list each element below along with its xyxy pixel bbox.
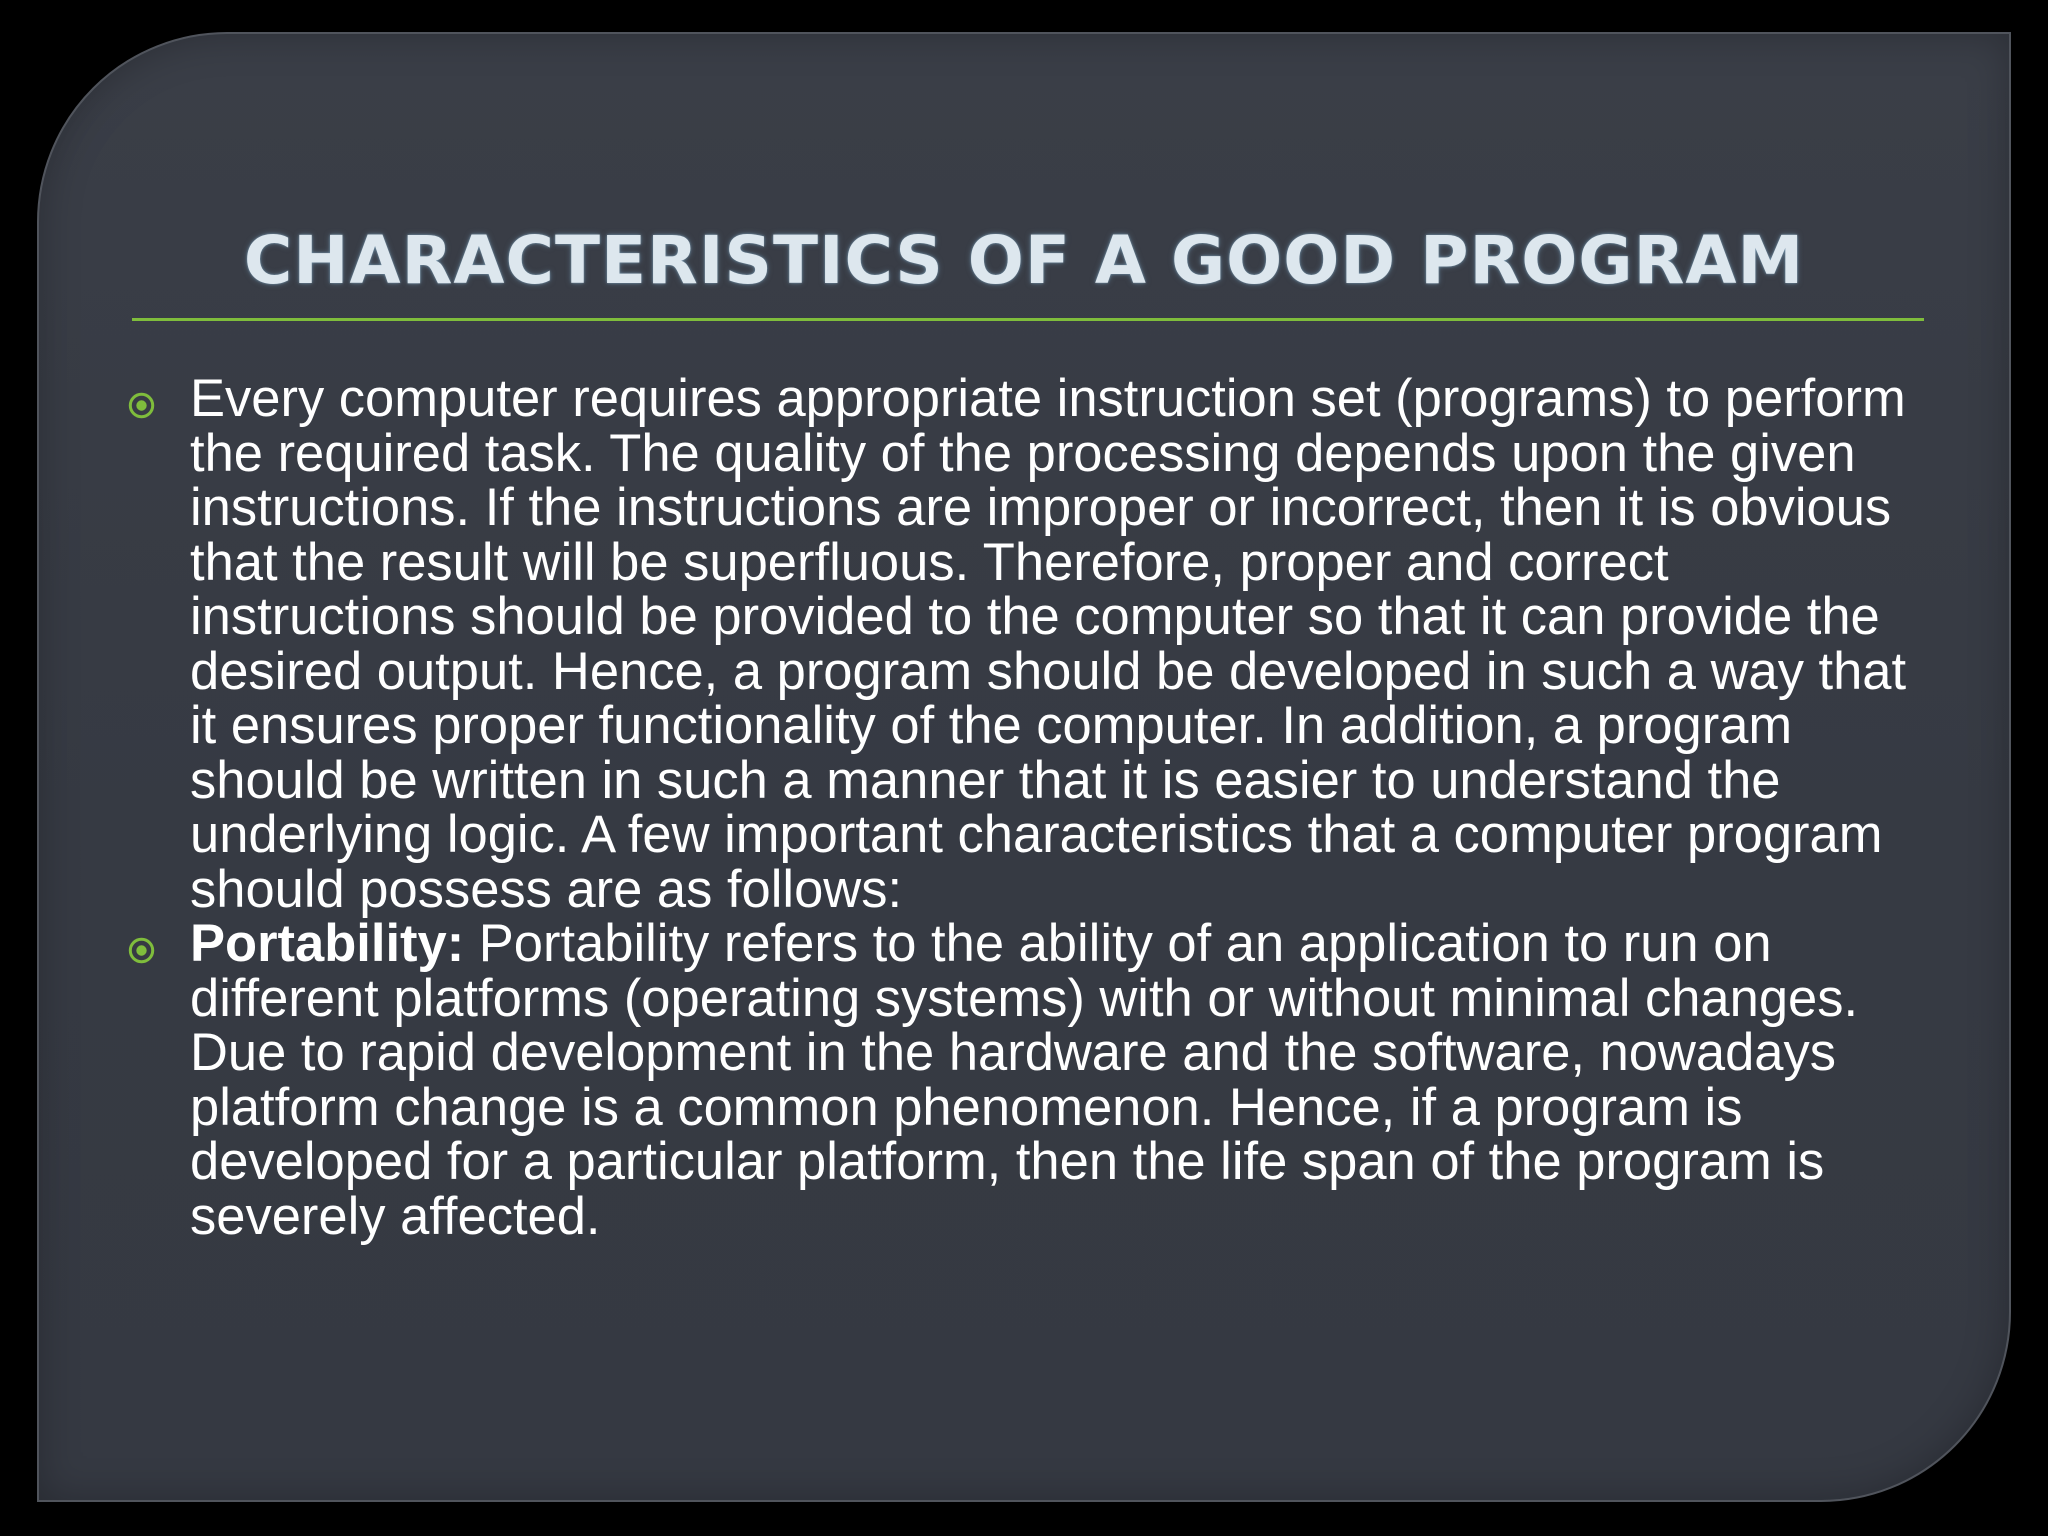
bullet-item-portability xyxy=(128,914,1938,1246)
title-underline xyxy=(132,318,1924,321)
bullet-text: Every computer requires appropriate instruction set (programs) to perform the required task. The quality of the processing depends upon the given instructions. If the instructions are improper or incorrect, then it is obvious that the result will be superfluous. Therefore, proper and correct instructions should be provided to the computer so that it can provide the desired output. Hence, a program should be developed in such a way that it ensures proper functionality of the computer. In addition, a program should be written in such a manner that it is easier to understand the underlying logic. A few important characteristics that a computer program should possess are as follows: xyxy=(190,369,1907,919)
bullet-list xyxy=(128,369,1938,1246)
circled-dot-bullet-icon xyxy=(128,392,155,419)
circled-dot-bullet-icon xyxy=(128,937,155,964)
bullet-item-intro xyxy=(128,369,1938,919)
slide-title: CHARACTERISTICS OF A GOOD PROGRAM xyxy=(243,222,1805,299)
bullet-term-portability: Portability: xyxy=(190,914,465,973)
bullet-text: Portability refers to the ability of an application to run on different platforms (operating systems) with or without minimal changes. Due to rapid development in the hardware and the software, nowadays platform change is a common phenomenon. Hence, if a program is developed for a particular platform, then the life span of the program is severely affected. xyxy=(190,914,1859,1246)
